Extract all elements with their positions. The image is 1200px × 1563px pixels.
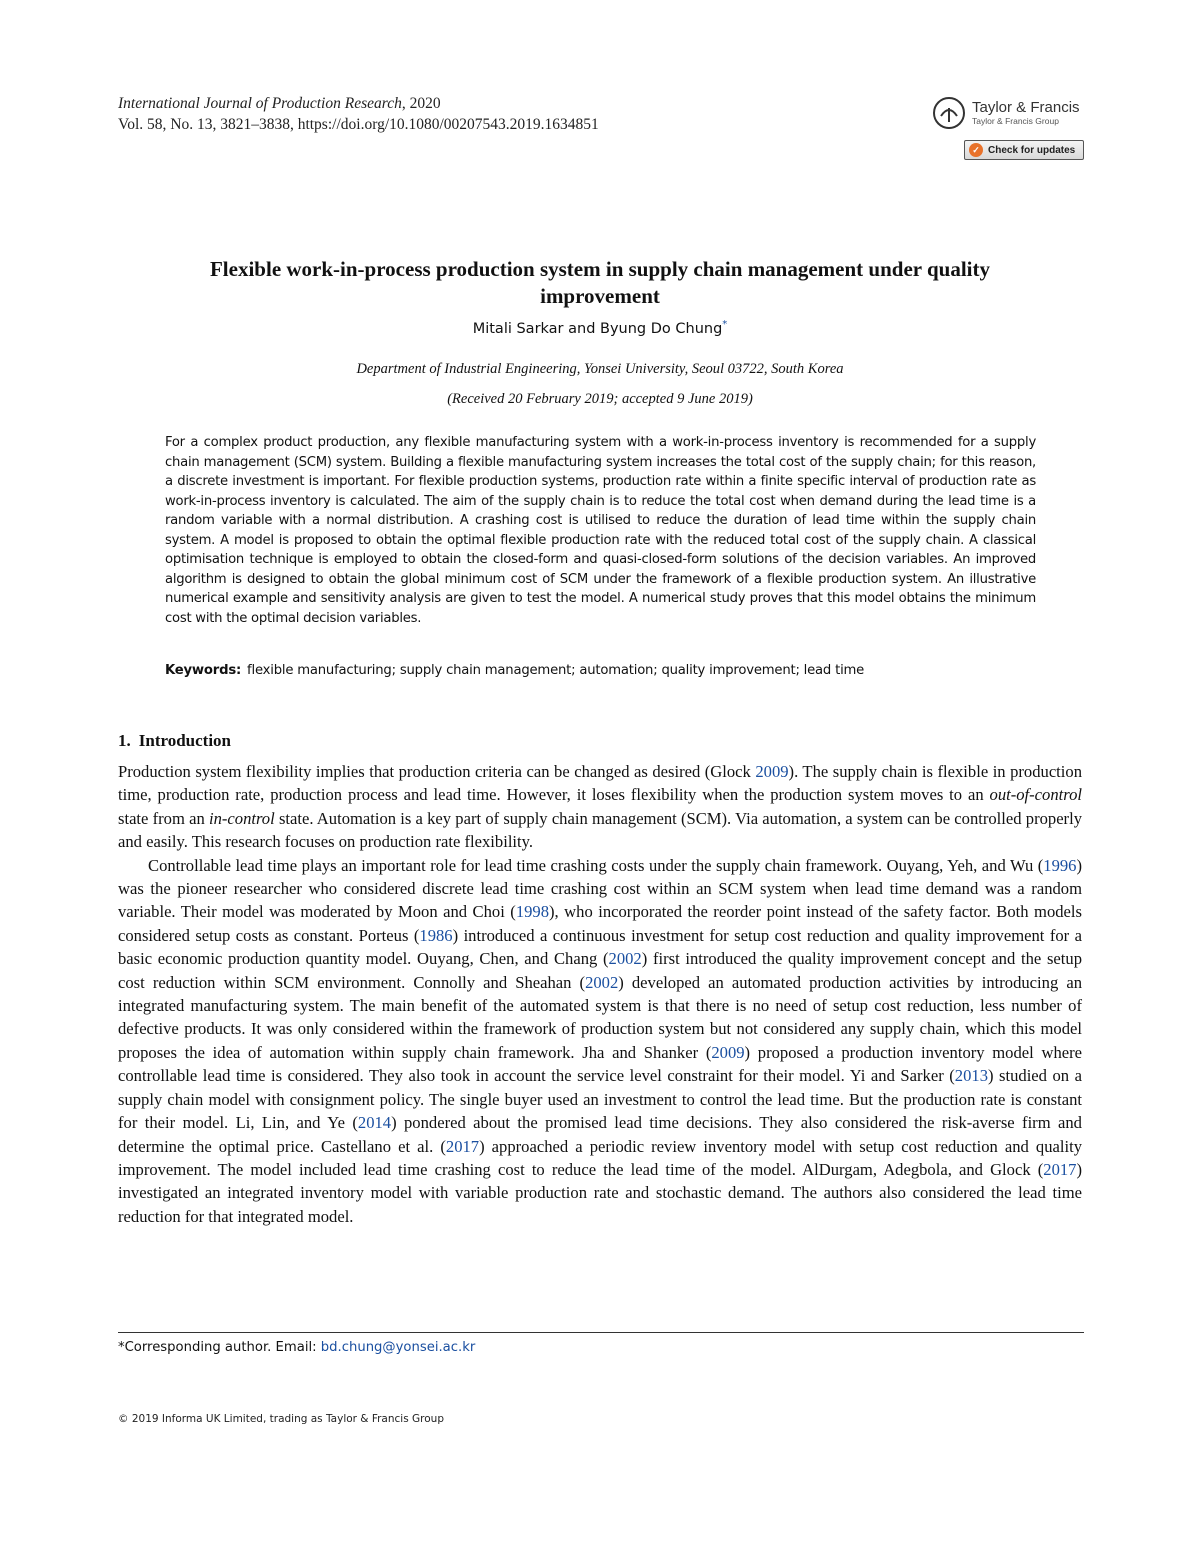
text-run: ) was the pioneer researcher who considered discrete lead time crashing cost within an SCM system when lead time demand was a random variable. Their model was moderated by Moon and Choi ( [118,855,1082,922]
keywords [165,663,1036,678]
footnote-label: *Corresponding author. Email: [118,1340,321,1355]
text-run: ) proposed a production inventory model where controllable lead time is considered. They also took in account the service level constraint for their model. Yi and Sarker ( [118,1042,1082,1086]
citation-link[interactable]: 2013 [954,1066,988,1086]
publisher-logo[interactable] [932,93,1092,133]
text-run: ) pondered about the promised lead time decisions. They also considered the risk-averse firm and determine the optimal price. Castellano et al. ( [118,1113,1082,1156]
citation-link[interactable]: 2014 [357,1113,392,1133]
citation-link[interactable]: 2002 [608,949,642,969]
taylor-francis-icon [932,96,966,130]
check-for-updates-button[interactable] [964,140,1084,160]
copyright: © 2019 Informa UK Limited, trading as Taylor & Francis Group [118,1413,444,1425]
footnote [118,1340,475,1355]
article-title: Flexible work-in-process production system in supply chain management under quality improvement [209,257,990,308]
received-dates: (Received 20 February 2019; accepted 9 June 2019) [447,391,753,407]
update-check-icon: ✓ [969,143,983,157]
keywords-list: flexible manufacturing; supply chain management; automation; quality improvement; lead time [247,663,865,678]
journal-name: International Journal of Production Research [118,95,402,112]
section-heading [118,731,231,751]
text-run: Controllable lead time plays an important role for lead time crashing costs under the supply chain framework. Ouyang, Yeh, and Wu ( [148,855,1044,875]
citation-link[interactable]: 2009 [755,762,789,781]
text-run: ) developed an automated production activities by introducing an integrated manufacturing system. The main benefit of the automated system is that there is no need of setup cost reduction, less number of defective products. It was only considered within the framework of production system but not considered any supply chain, which this model proposes the idea of automation within supply chain framework. Jha and Shanker ( [118,972,1083,1062]
journal-year: , 2020 [401,95,441,112]
journal-line [118,93,599,114]
body-text [118,760,1082,1228]
footnote-divider [118,1332,1084,1333]
section-title: Introduction [138,731,232,750]
citation-link[interactable]: 1998 [515,902,550,922]
check-label: Check for updates [988,144,1076,156]
paragraph-2 [118,854,1082,1229]
text-run: Production system flexibility implies that production criteria can be changed as desired (Glock [118,762,756,781]
text-run: ) approached a periodic review inventory model with setup cost reduction and quality improvement. The model included lead time crashing cost to reduce the lead time of the model. AlDurgam, Adegbola, and Glock ( [118,1136,1082,1179]
citation-line[interactable]: Vol. 58, No. 13, 3821–3838, https://doi.org/10.1080/00207543.2019.1634851 [118,116,599,133]
citation-link[interactable]: 2002 [585,972,619,992]
email-link[interactable]: bd.chung@yonsei.ac.kr [320,1340,476,1355]
author-names: Mitali Sarkar and Byung Do Chung [472,320,723,337]
text-run: state from an [118,808,209,828]
citation-link[interactable]: 2017 [445,1136,480,1156]
italic-term: in-control [208,808,275,828]
italic-term: out-of-control [989,785,1082,805]
keywords-label: Keywords: [165,663,242,678]
corresponding-author-mark[interactable]: * [722,319,728,330]
text-run: ). The supply chain is flexible in production time, production rate, production process and lead time. However, it loses flexibility when the production system moves to an [118,762,1083,805]
journal-header [118,93,599,135]
text-run: ) studied on a supply chain model with consignment policy. The single buyer used an investment to control the lead time. But the production rate is constant for their model. Li, Lin, and Ye ( [118,1066,1082,1133]
paragraph-1 [118,760,1082,854]
publisher-group: Taylor & Francis Group [972,115,1059,126]
citation-link[interactable]: 1986 [419,925,453,945]
publisher-name: Taylor & Francis [972,98,1080,116]
text-run: ) investigated an integrated inventory model with variable production rate and stochastic demand. The authors also considered the lead time reduction for that integrated model. [118,1159,1082,1226]
affiliation: Department of Industrial Engineering, Yonsei University, Seoul 03722, South Korea [356,361,844,377]
author-line [0,319,1200,337]
abstract: For a complex product production, any flexible manufacturing system with a work-in-process inventory is recommended for a supply chain management (SCM) system. Building a flexible manufacturing system increases the total cost of the supply chain; for this reason, a discrete investment is important. For flexible production systems, production rate within a finite specific interval of production rate as work-in-process inventory is calculated. The aim of the supply chain is to reduce the total cost when demand during the lead time is a random variable with a normal distribution. A crashing cost is utilised to reduce the duration of lead time within the supply chain system. A model is proposed to obtain the optimal flexible production rate with the reduced total cost of the supply chain. A classical optimisation technique is employed to obtain the closed-form and quasi-closed-form solutions of the decision variables. An improved algorithm is designed to obtain the global minimum cost of SCM under the framework of a flexible production system. An illustrative numerical example and sensitivity analysis are given to test the model. A numerical study proves that this model obtains the minimum cost with the optimal decision variables. [165,435,1036,626]
text-run: ) introduced a continuous investment for setup cost reduction and quality improvement for a basic economic production quantity model. Ouyang, Chen, and Chang ( [118,925,1083,969]
text-run: state. Automation is a key part of supply chain management (SCM). Via automation, a system can be controlled properly and easily. This research focuses on production rate flexibility. [118,808,1082,852]
text-run: ), who incorporated the reorder point instead of the safety factor. Both models considered setup costs as constant. Porteus ( [118,902,1082,945]
section-number: 1. [118,731,131,750]
citation-link[interactable]: 2009 [711,1042,745,1062]
citation-link[interactable]: 2017 [1043,1159,1077,1179]
citation-link[interactable]: 1996 [1043,855,1077,875]
text-run: ) first introduced the quality improvement concept and the setup cost reduction within SCM environment. Connolly and Sheahan ( [118,949,1082,992]
